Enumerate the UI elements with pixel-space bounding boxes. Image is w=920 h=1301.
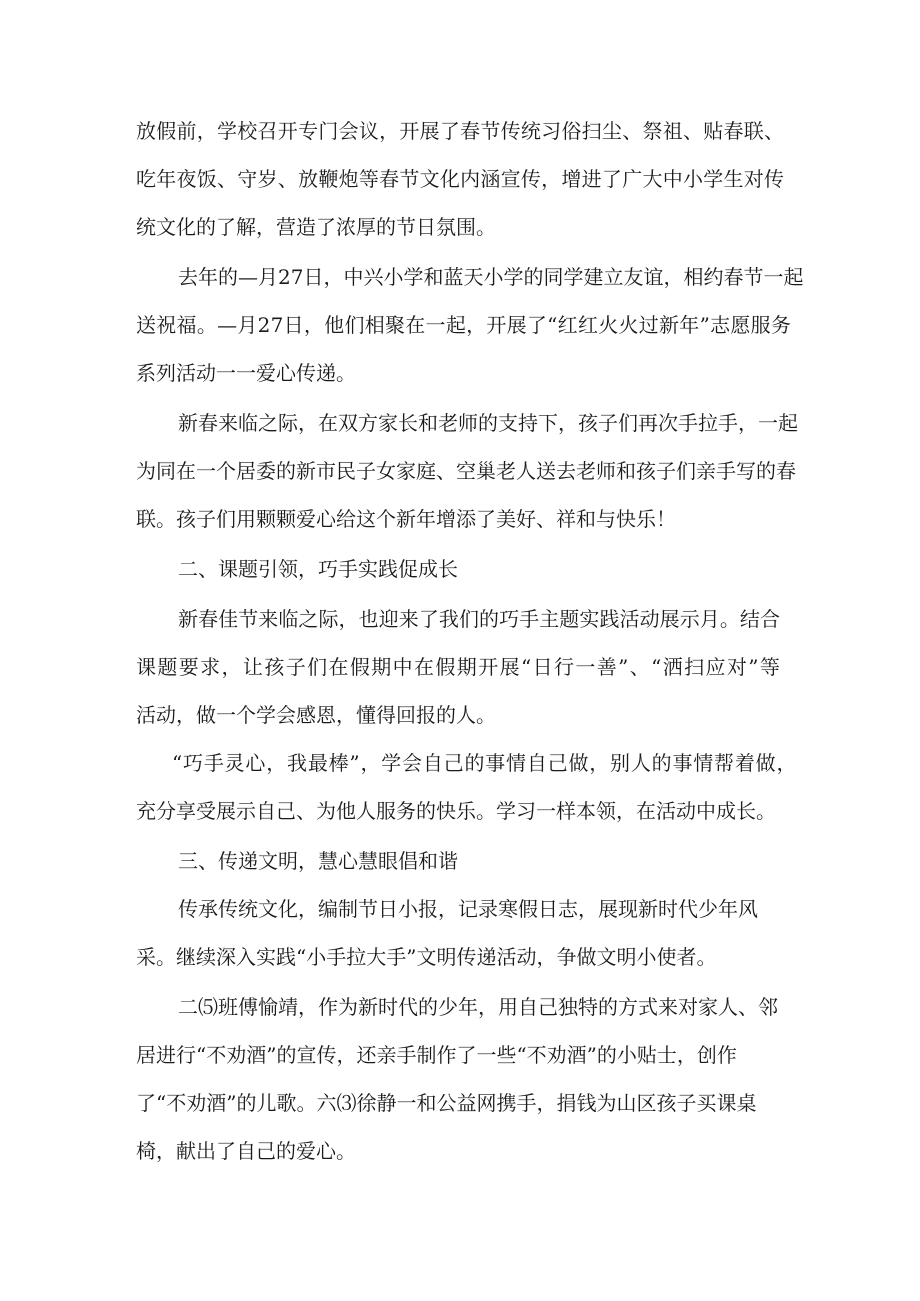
text-line: 居进行“不劝酒”的宣传，还亲手制作了一些“不劝酒”的小贴士，创作 <box>136 1043 737 1067</box>
text-line: 新春佳节来临之际，也迎来了我们的巧手主题实践活动展示月。结合 <box>178 607 781 631</box>
text-line: 采。继续深入实践“小手拉大手”文明传递活动，争做文明小使者。 <box>136 945 717 969</box>
text-line: 联。孩子们用颗颗爱心给这个新年增添了美好、祥和与快乐！ <box>136 507 676 531</box>
text-line: 课题要求，让孩子们在假期中在假期开展“日行一善”、“洒扫应对”等 <box>136 655 782 679</box>
text-line: 充分享受展示自己、为他人服务的快乐。学习一样本领，在活动中成长。 <box>136 799 776 823</box>
section-heading: 二、课题引领，巧手实践促成长 <box>178 557 458 581</box>
text-line: 新春来临之际，在双方家长和老师的支持下，孩子们再次手拉手，一起 <box>178 411 798 435</box>
text-line: 活动，做一个学会感恩，懂得回报的人。 <box>136 703 496 727</box>
text-line: 二⑸班傅愉靖，作为新时代的少年，用自己独特的方式来对家人、邻 <box>178 995 778 1019</box>
text-line: 椅，献出了自己的爱心。 <box>136 1139 356 1163</box>
text-line: 放假前，学校召开专门会议，开展了春节传统习俗扫尘、祭祖、贴春联、 <box>136 119 785 143</box>
text-line: 送祝福。—月27日，他们相聚在一起，开展了“红红火火过新年”志愿服务 <box>136 313 792 337</box>
text-line: “巧手灵心，我最棒”，学会自己的事情自己做，别人的事情帮着做， <box>172 751 798 775</box>
text-line: 了“不劝酒”的儿歌。六⑶徐静一和公益网携手，捐钱为山区孩子买课桌 <box>136 1091 757 1115</box>
text-line: 为同在一个居委的新市民子女家庭、空巢老人送去老师和孩子们亲手写的春 <box>136 459 796 483</box>
text-line: 传承传统文化，编制节日小报，记录寒假日志，展现新时代少年风 <box>178 897 758 921</box>
text-line: 去年的—月27日，中兴小学和蓝天小学的同学建立友谊，相约春节一起 <box>178 265 804 289</box>
text-line: 系列活动一一爱心传递。 <box>136 361 356 385</box>
section-heading: 三、传递文明，慧心慧眼倡和谐 <box>178 849 458 873</box>
text-line: 统文化的了解，营造了浓厚的节日氛围。 <box>136 215 496 239</box>
text-line: 吃年夜饭、守岁、放鞭炮等春节文化内涵宣传，增进了广大中小学生对传 <box>136 167 785 191</box>
